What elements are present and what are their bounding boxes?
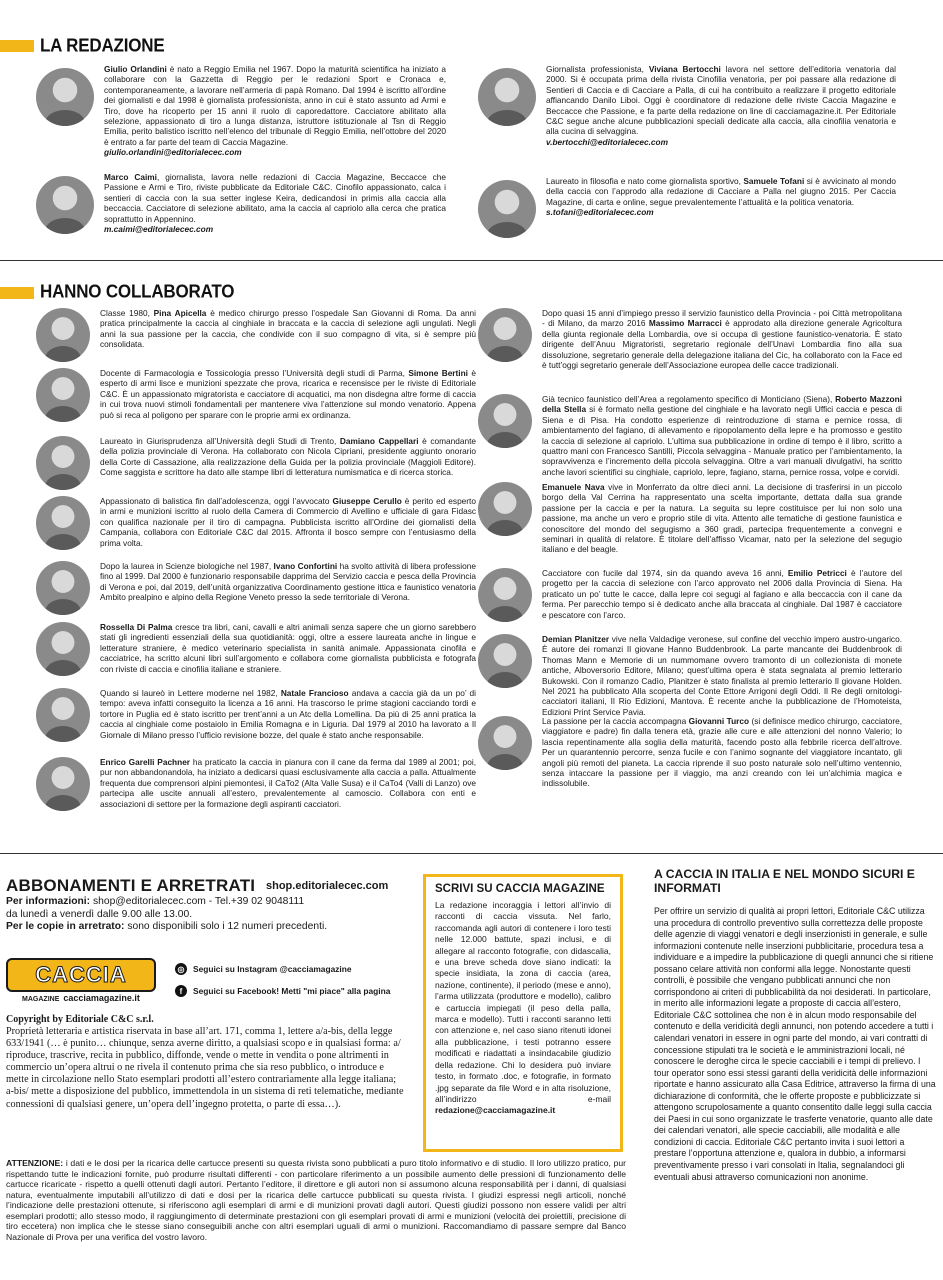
collaborator-bio: Enrico Garelli Pachner ha praticato la caccia in pianura con il cane da ferma dal 1989 al 2001; poi, pur non abbandonandola, ha iniziato a dedicarsi quasi esclusivamente alla caccia a palla. Attualmente frequenta due comprensori alpini piemontesi, il CaTo2 (Alta Valle Susa) e il CaTo4 (Valli di Lanzo) ove partecipa alle uscite annuali all’estero, prevalentemente al camoscio. Collabora con enti e associazioni di settore per la formazione degli aspiranti cacciatori. [36, 757, 476, 811]
avatar [478, 482, 532, 536]
section-divider [0, 260, 943, 261]
logo-url: MAGAZINE cacciamagazine.it [22, 993, 140, 1003]
collaborator-bio: Docente di Farmacologia e Tossicologia presso l’Università degli studi di Parma, Simone Bertini è esperto di armi lisce e munizioni spezzate che prova, ricarica e recensisce per le riviste di Editoriale C&C. È un appassionato migratorista e cacciatore di acquatici, ma non disdegna altre forme di caccia in cui trova nuovi stimoli fondamentali per mantenere viva l’attenzione sul mondo venatorio. Appena può si reca al poligono per sparare con le proprie armi ex ordinanza. [36, 368, 476, 422]
section-divider [0, 853, 943, 854]
avatar [478, 716, 532, 770]
caccia-italia-title: A CACCIA IN ITALIA E NEL MONDO SICURI E INFORMATI [654, 867, 915, 895]
collaborator-bio: Dopo quasi 15 anni d’impiego presso il servizio faunistico della Provincia - poi Città metropolitana - di Milano, da marzo 2016 Massimo Marracci è approdato alla direzione generale Agricoltura della giunta regionale della Lombardia, ove si occupa di gestione faunistico-venatoria. È stato dirigente dell’Anuu Migratoristi, segretario regionale dell’Unavi Lombardia fino alla sua dissoluzione, segretario generale della delegazione italiana del Cic, ha collaborato con la Face ed è tutt’oggi segretario generale dell’Associazione europea delle cacce tradizionali. [478, 308, 902, 370]
person-name: Samuele Tofani [743, 176, 805, 186]
abbonamenti-info: Per informazioni: shop@editorialecec.com - Tel.+39 02 9048111 da lunedì a venerdì dalle 9.00 alle 13.00. Per le copie in arretrato: sono disponibili solo i 12 numeri precedenti. [6, 896, 328, 933]
avatar [36, 176, 94, 234]
collaborator-bio: Appassionato di balistica fin dall’adolescenza, oggi l’avvocato Giuseppe Cerullo è perito ed esperto in armi e munizioni iscritto al ruolo della Camera di Commercio di Avellino e ufficiale di gara Fidasc con qualifica nazionale per il tiro di campagna. Pubblicista iscritto all’Ordine dei giornalisti della Campania, collabora con Editoriale C&C dal 2015. Affronta il bosco sempre con l’entusiasmo della prima volta. [36, 496, 476, 550]
shop-link[interactable]: shop.editorialecec.com [266, 880, 389, 892]
person-name: Demian Planitzer [542, 634, 610, 644]
avatar [478, 568, 532, 622]
person-name: Giulio Orlandini [104, 64, 167, 74]
person-name: Natale Francioso [280, 688, 349, 698]
copyright-text: Proprietà letteraria e artistica riservata in base all’art. 171, comma 1, lettere a/a-bis, della legge 633/1941 (… è punito… chiunque, senza averne diritto, a qualsiasi scopo e in qualsiasi forma: a/ riproduce, trascrive, recita in pubblico, diffonde, vende o mette in vendita o pone altrimenti in commercio un’opera altrui o ne rivela il contenuto prima che sia reso pubblico, o introduce e mette in circolazione nello Stato esemplari prodotti all’estero contrariamente alla legge italiana; a-bis/ mette a disposizione del pubblico, immettendola in un sistema di reti telematiche, mediante connessioni di qualsiasi genere, un’opera dell’ingegno protetta, o parte di essa…). [6, 1026, 404, 1110]
collaboratori-title: HANNO COLLABORATO [40, 281, 235, 302]
copyright-title: Copyright by Editoriale C&C s.r.l. [6, 1014, 154, 1025]
avatar [36, 68, 94, 126]
avatar [36, 622, 90, 676]
email-link[interactable]: redazione@cacciamagazine.it [435, 1105, 556, 1116]
avatar [36, 368, 90, 422]
collaborator-bio: Demian Planitzer vive nella Valdadige veronese, sul confine del vecchio impero austro-ungarico. È autore dei romanzi Il giovane Hanno Buddenbrook. La parte mancante dei Buddenbrook di Thomas Mann e Memorie di un nummomane ovvero tramonto di un collezionista di monete antiche, Alboversorio Editore, Milano; quest’ultima opera è stata segnalata al premio letterario Bukowski. Con il romanzo Cadìo, Planitzer è stato finalista al premio letterario Il giovane Holden. Nel 2021 ha pubblicato Alla scoperta del Conte Ettore Arrigoni degli Oddi. Il Re degli ornitologi-cacciatori italiani, Il Rio Edizioni, Mantova. È recente anche la pubblicazione de l’Homoteista, Edizioni Print Service Pavia. [478, 634, 902, 717]
collaborator-bio: Emanuele Nava vive in Monferrato da oltre dieci anni. La decisione di trasferirsi in un piccolo borgo della Val Cerrina ha rappresentato una scelta importante, dettata dalla sua grande passione per la caccia e per la natura. La seguita su lepre costituisce per lui non solo una passione, ma anche un vero e proprio stile di vita. Attento alle tematiche di gestione faunistica e conoscitore del mondo del segugismo a 360 gradi, partecipa frequentemente a convegni e seminari in qualità di relatore. È titolare dell’affisso Vicamar, nato per la selezione del segugio italiano e del beagle. [478, 482, 902, 555]
email-link[interactable]: v.bertocchi@editorialecec.com [546, 136, 668, 147]
collaborator-bio: Già tecnico faunistico dell’Area a regolamento specifico di Monticiano (Siena), Roberto Mazzoni della Stella si è formato nella gestione del cinghiale e ha lavorato negli Uffici caccia e pesca di Siena e di Pisa. Ha condotto esperienze di reintroduzione di starna e pernice rossa, di ambientamento del fagiano, di allevamento e ripopolamento della lepre e ha promosso e gestito la caccia di selezione al capriolo. L’ultima sua pubblicazione in ordine di tempo è il libro, scritto a quattro mani con Francesco Santilli, Piccola selvaggina - Manuale pratico per l’ambientamento, la sopravvivenza e l’incremento della piccola selvaggina. Oltre a vari manuali divulgativi, ha scritto anche lavori scientifici su cinghiale, capriolo, lepre, fagiano, starna, pernice rossa, volpe e corvidi. [478, 394, 902, 477]
avatar [36, 496, 90, 550]
disclaimer: ATTENZIONE: i dati e le dosi per la ricarica delle cartucce presenti su questa rivista sono pubblicati a puro titolo informativo e di studio. Il loro utilizzo pratico, pur rispettando tutte le indicazioni fornite, può produrre risultati differenti - con particolare riferimento a un possibile aumento delle pressioni di funzionamento delle cartucce ricaricate - rispetto a quelli ottenuti dagli autori. Pertanto l’editore, il direttore e gli autori non si assumono alcuna responsabilità per i danni, di qualsiasi natura, eventualmente imputabili all’utilizzo di dati e dosi per la ricarica delle cartucce pubblicati su questa rivista. I giudizi espressi negli articoli, nonché l’indicazione delle prestazioni ottenute, si riferiscono agli esemplari di armi e di munizioni provati dagli autori. Questi giudizi possono non essere validi per altri esemplari prodotti; allo stesso modo, il raggiungimento di determinate prestazioni con gli esemplari provati di armi e munizioni (velocità dei proiettili, precisione di tiro eccetera) non implica che le stesse siano conseguibili anche con altri esemplari uguali di armi o munizioni. Raccomandiamo di passare sempre dal Banco Nazionale di Prova per una verifica del vostro lavoro. [6, 1158, 626, 1242]
collaborator-bio: Cacciatore con fucile dal 1974, sin da quando aveva 16 anni, Emilio Petricci è l’autore del progetto per la caccia di selezione con l’arco approvato nel 2006 dalla Provincia di Siena. Ha praticato un po’ tutte le cacce, dalla lepre coi segugi al fagiano e alla beccaccia con il cane da ferma. Per parecchio tempo si è dedicato anche alla braccata al cinghiale. Dal 1987 è cacciatore e pescatore con l’arco. [478, 568, 902, 622]
person-name: Emanuele Nava [542, 482, 605, 492]
avatar [478, 68, 536, 126]
person-name: Viviana Bertocchi [648, 64, 721, 74]
caccia-italia-text: Per offrire un servizio di qualità ai propri lettori, Editoriale C&C utilizza una procedura di controllo preventivo sulla correttezza delle proposte delle agenzie di viaggi venatori e degli inserzionisti in generale, e sulle informazioni contenute nelle inserzioni pubblicitarie, procedura tesa a individuare e a impedire la pubblicazione di quegli annunci che si ritiene possano celare attività non conformi alla legge. Nonostante questi controlli, è possibile che vengano pubblicati annunci che non corrispondono ai criteri di pubblicabilità da noi desiderati. In particolare, in merito alle informazioni legate a proposte di caccia all’estero, Editoriale C&C sottolinea che non è in alcun modo responsabile del contenuto e della veridicità degli annunci, non potendo accedere a tutti i calendari venatori in essere in ogni parte del mondo, ai vari contratti di concessione stipulati tra le società e le amministrazioni locali, né conoscere le deroghe circa le specie cacciabili e i tempi di prelievo. I tour operator sono essi stessi garanti della veridicità delle informazioni riportate e hanno assicurato alla Casa Editrice, attraverso la firma di una dichiarazione di conformità, che le offerte proposte e pubblicizzate si attengono scrupolosamente a quanto consentito dalle leggi sulla caccia dei Paesi in cui sono organizzate le trasferte venatorie, quanto alle date dei calendari venatori, alle specie cacciabili, alle modalità e alle condizioni di caccia. Editoriale C&C pertanto invita i suoi lettori a prestare l’opportuna attenzione e, qualora in dubbio, a informarsi preventivamente presso i vari consolati in Italia, segnalandoci gli eventuali abusi attraverso comunicazioni non anonime. [654, 906, 936, 1182]
person-name: Roberto Mazzoni della Stella [542, 394, 902, 415]
scrivi-title: SCRIVI SU CACCIA MAGAZINE [435, 883, 605, 895]
staff-bio-bertocchi: Giornalista professionista, Viviana Bertocchi lavora nel settore dell’editoria venatoria dal 2000. Si è occupata prima della rivista Cinofilia venatoria, per poi passare alla redazione di Sentieri di Caccia e di Cacciare a Palla, di cui ha contribuito a realizzare il progetto editoriale affiancando Danilo Liboi. Oggi è coordinatore di redazione delle riviste Caccia Magazine e Beccacce che Passione, e fa parte della redazione on line di cacciamagazine.it. Per Editoriale C&C segue anche alcune pubblicazioni speciali dedicate alla caccia, alla cinofilia venatoria e alla cucina di selvaggina. v.bertocchi@editorialecec.com [478, 64, 896, 147]
staff-bio-caimi: Marco Caimi, giornalista, lavora nelle redazioni di Caccia Magazine, Beccacce che Passione e Armi e Tiro, riviste pubblicate da Editoriale C&C. Cinofilo appassionato, calca i sentieri di caccia con la sua setter inglese Keira, dedicandosi in primis alla caccia alla beccaccia. Cacciatore di selezione abilitato, ama la caccia al capriolo alla cerca che pratica soprattutto in Appennino. m.caimi@editorialecec.com [36, 172, 446, 234]
avatar [478, 394, 532, 448]
person-name: Enrico Garelli Pachner [100, 757, 191, 767]
collaborator-bio: Laureato in Giurisprudenza all’Università degli Studi di Trento, Damiano Cappellari è comandante della polizia provinciale di Verona. Ha collaborato con Nicola Cipriani, presidente aggiunto onorario della Corte di Cassazione, alla realizzazione della Guida per la polizia provinciale (Maggioli Editore). Come saggista e scrittore ha dato alle stampe libri di letteratura numismatica e di ricerca storica. [36, 436, 476, 490]
avatar [478, 308, 532, 362]
abbonamenti-title: ABBONAMENTI E ARRETRATI [6, 876, 256, 895]
section-marker [0, 40, 34, 52]
redazione-title: LA REDAZIONE [40, 35, 165, 56]
avatar [36, 561, 90, 615]
facebook-icon: f [175, 985, 187, 997]
person-name: Rossella Di Palma [100, 622, 173, 632]
avatar [36, 688, 90, 742]
avatar [478, 180, 536, 238]
instagram-link[interactable]: ◎ Seguici su Instagram @cacciamagazine [175, 963, 352, 975]
collaborator-bio: La passione per la caccia accompagna Giovanni Turco (si definisce medico chirurgo, cacciatore, viaggiatore e padre) fin dalla tenera età, grazie alle cure e alle attenzioni del nonno Valerio; lo lascia repentinamente alla soglia della maturità, facendo posto alla febbrile ricerca dell’altrove. Per un quarantennio percorre, senza fucile e con l’animo sognante del viaggiatore incantato, gli angoli più remoti del pianeta. La caccia riprende il suo posto naturale solo nell’ultimo ventennio, senza intaccare la passione per il viaggio, ma anzi creando con lei un’alchimia magica e indissolubile. [478, 716, 902, 789]
instagram-icon: ◎ [175, 963, 187, 975]
avatar [36, 436, 90, 490]
avatar [36, 757, 90, 811]
avatar [478, 634, 532, 688]
collaborator-bio: Dopo la laurea in Scienze biologiche nel 1987, Ivano Confortini ha svolto attività di libera professione fino al 1999. Dal 2000 è funzionario responsabile dapprima del Servizio caccia e pesca della Provincia di Verona e poi, dal 2019, dell’unità organizzativa Coordinamento gestione ittica e faunistico venatoria Ambito prealpino e alpino della Regione Veneto presso la sede territoriale di Verona. [36, 561, 476, 615]
person-name: Emilio Petricci [787, 568, 847, 578]
person-name: Simone Bertini [408, 368, 468, 378]
facebook-link[interactable]: f Seguici su Facebook! Metti "mi piace" alla pagina [175, 985, 390, 997]
staff-bio-tofani: Laureato in filosofia e nato come giornalista sportivo, Samuele Tofani si è avvicinato al mondo della caccia con l’approdo alla redazione di Cacciare a Palla nel giugno 2015. Per Caccia Magazine, di carta e online, segue prevalentemente l’attualità e la politica venatoria. s.tofani@editorialecec.com [478, 176, 896, 238]
caccia-magazine-logo[interactable]: CACCIA MAGAZINE cacciamagazine.it [6, 958, 156, 1004]
person-name: Giuseppe Cerullo [332, 496, 402, 506]
person-name: Giovanni Turco [688, 716, 750, 726]
collaborator-bio: Quando si laureò in Lettere moderne nel 1982, Natale Francioso andava a caccia già da un po’ di tempo: aveva infatti conseguito la licenza a 16 anni. Ha trascorso le prime stagioni cacciando tordi e tortore in Puglia ed è stato iscritto per trent’anni a un Atc della Lomellina. Da più di 25 anni pratica la caccia al cinghiale come postaiolo in Emilia Romagna e in Liguria. Dal 1979 al 2010 ha lavorato a Il Giornale di Milano presso l’ufficio revisione bozze, del quale è stato anche responsabile. [36, 688, 476, 742]
section-marker [0, 287, 34, 299]
person-name: Marco Caimi [104, 172, 157, 182]
person-name: Pina Apicella [153, 308, 207, 318]
email-link[interactable]: m.caimi@editorialecec.com [104, 224, 214, 235]
person-name: Damiano Cappellari [339, 436, 419, 446]
scrivi-box: SCRIVI SU CACCIA MAGAZINE La redazione incoraggia i lettori all’invio di racconti di caccia vissuta. Nel farlo, raccomanda agli autori di contenere i loro testi nelle 12.000 battute, spazi inclusi, e di allegare al racconto fotografie, con didascalia, e una breve scheda dove siano indicati: la specie insidiata, la zona di caccia (area, nazione, continente), il periodo (mese e anno), l’arma utilizzata (produttore e modello), calibro e cartuccia impiegati (il peso della palla, marca e modello). Tutti i racconti saranno letti con attenzione e, nel caso siano ritenuti idonei alla pubblicazione, i testi potranno essere modificati e riadattati a insindacabile giudizio della redazione. Chi lo desidera può inviare testo, in formato .doc, e fotografie, in formato .jpg separate da file Word e in alta risoluzione, all’indirizzo e-mail redazione@cacciamagazine.it [423, 874, 623, 1152]
person-name: Massimo Marracci [648, 318, 722, 329]
staff-bio-orlandini: Giulio Orlandini è nato a Reggio Emilia nel 1967. Dopo la maturità scientifica ha iniziato a collaborare con la Gazzetta di Reggio per le redazioni Sport e Cronaca e, contemporaneamente, a lavorare nell’armeria di papà Romano. Dal 1994 è iscritto all’ordine dei giornalisti e dal 1998 è giornalista professionista, anno in cui è stato assunto ad Armi e Tiro, dove ha ricoperto per 15 anni il ruolo di caporedattore. Cacciatore abilitato alla selezione, appassionato di tiro a lunga distanza, istruttore istituzionale al Tsn di Reggio Emilia, perito balistico iscritto nell’elenco del tribunale di Reggio Emilia, nell’ottobre del 2020 è entrato a far parte del team di Caccia Magazine. giulio.orlandini@editorialecec.com [36, 64, 446, 158]
collaborator-bio: Classe 1980, Pina Apicella è medico chirurgo presso l’ospedale San Giovanni di Roma. Da anni pratica principalmente la caccia al cinghiale in braccata e la caccia di selezione agli ungulati. Negli anni la sua passione per la caccia, che condivide con il suo compagno di vita, si è sempre più consolidata. [36, 308, 476, 362]
email-link[interactable]: giulio.orlandini@editorialecec.com [104, 147, 242, 158]
email-link[interactable]: s.tofani@editorialecec.com [546, 207, 654, 218]
person-name: Ivano Confortini [273, 561, 338, 571]
collaborator-bio: Rossella Di Palma cresce tra libri, cani, cavalli e altri animali senza sapere che un giorno sarebbero stati gli ingredienti essenziali della sua quotidianità: oggi, oltre a essere laureata anche in lingue e letterature straniere, è medico veterinario specialista in sanità animale. Appassionata cinofila e cacciatrice, ha scritto alcuni libri sull’argomento e collabora come giornalista pubblicista e fotografa con riviste di caccia e cinofilia italiane e straniere. [36, 622, 476, 676]
avatar [36, 308, 90, 362]
